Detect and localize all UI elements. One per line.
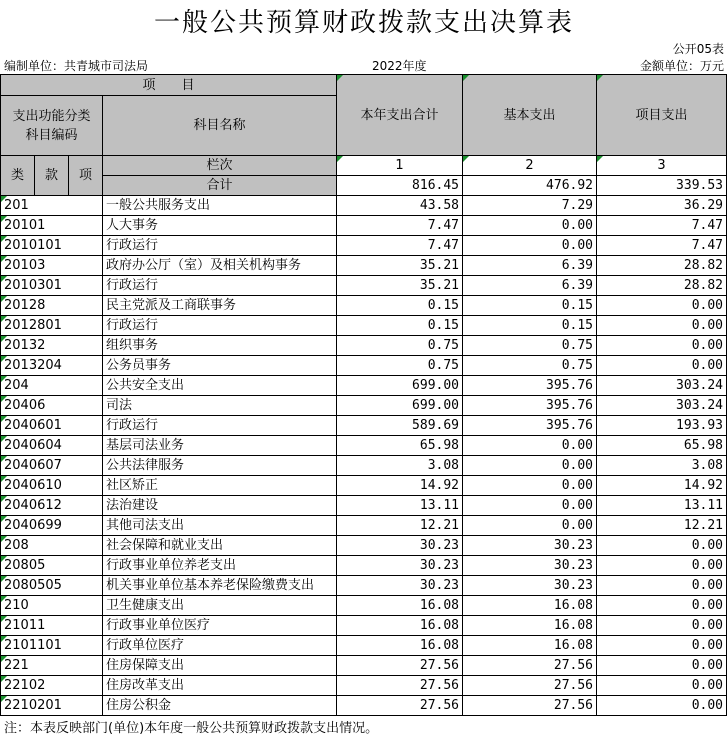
compiling-unit: 编制单位：共青城市司法局	[4, 59, 149, 73]
row-total: 589.69	[337, 416, 463, 436]
row-total: 35.21	[337, 256, 463, 276]
row-code: 2101101	[1, 636, 103, 656]
row-code: 2013204	[1, 356, 103, 376]
row-total: 0.15	[337, 296, 463, 316]
row-name: 社区矫正	[103, 476, 337, 496]
table-row	[1, 696, 727, 716]
row-project: 0.00	[597, 576, 727, 596]
row-basic: 0.00	[463, 516, 597, 536]
col-number-2: 2	[463, 156, 597, 176]
header-total: 本年支出合计	[337, 75, 463, 156]
row-name: 民主党派及工商联事务	[103, 296, 337, 316]
row-code: 208	[1, 536, 103, 556]
total-basic: 476.92	[463, 176, 597, 196]
row-project: 0.00	[597, 636, 727, 656]
row-project: 7.47	[597, 216, 727, 236]
table-row	[1, 536, 727, 556]
total-label: 合计	[103, 176, 337, 196]
table-row	[1, 636, 727, 656]
row-project: 28.82	[597, 276, 727, 296]
row-total: 699.00	[337, 376, 463, 396]
table-row	[1, 216, 727, 236]
form-number: 公开05表	[672, 42, 724, 56]
row-total: 7.47	[337, 236, 463, 256]
row-project: 0.00	[597, 656, 727, 676]
row-name: 其他司法支出	[103, 516, 337, 536]
row-total: 30.23	[337, 556, 463, 576]
row-basic: 0.00	[463, 496, 597, 516]
row-total: 65.98	[337, 436, 463, 456]
row-basic: 16.08	[463, 636, 597, 656]
row-project: 12.21	[597, 516, 727, 536]
row-basic: 30.23	[463, 536, 597, 556]
row-name: 行政运行	[103, 316, 337, 336]
row-name: 住房公积金	[103, 696, 337, 716]
row-name: 行政运行	[103, 276, 337, 296]
row-code: 20103	[1, 256, 103, 276]
table-row	[1, 456, 727, 476]
row-total: 3.08	[337, 456, 463, 476]
row-basic: 0.75	[463, 356, 597, 376]
row-code: 210	[1, 596, 103, 616]
col-number-3: 3	[597, 156, 727, 176]
table-row	[1, 336, 727, 356]
row-name: 政府办公厅（室）及相关机构事务	[103, 256, 337, 276]
row-name: 社会保障和就业支出	[103, 536, 337, 556]
row-project: 0.00	[597, 696, 727, 716]
row-basic: 6.39	[463, 256, 597, 276]
table-row	[1, 476, 727, 496]
table-row	[1, 276, 727, 296]
table-row	[1, 256, 727, 276]
header-lei: 类	[1, 156, 35, 196]
row-code: 20132	[1, 336, 103, 356]
row-code: 20128	[1, 296, 103, 316]
money-unit: 金额单位：万元	[639, 59, 724, 73]
row-total: 30.23	[337, 576, 463, 596]
row-project: 13.11	[597, 496, 727, 516]
row-name: 法治建设	[103, 496, 337, 516]
row-code: 20805	[1, 556, 103, 576]
row-code: 2012801	[1, 316, 103, 336]
row-code: 204	[1, 376, 103, 396]
row-basic: 7.29	[463, 196, 597, 216]
row-name: 司法	[103, 396, 337, 416]
row-basic: 0.00	[463, 456, 597, 476]
report-title: 一般公共预算财政拨款支出决算表	[153, 8, 574, 38]
table-row	[1, 556, 727, 576]
row-project: 0.00	[597, 616, 727, 636]
total-project: 339.53	[597, 176, 727, 196]
row-code: 2010301	[1, 276, 103, 296]
row-total: 14.92	[337, 476, 463, 496]
row-name: 基层司法业务	[103, 436, 337, 456]
row-total: 0.75	[337, 336, 463, 356]
row-basic: 6.39	[463, 276, 597, 296]
row-project: 36.29	[597, 196, 727, 216]
row-basic: 30.23	[463, 576, 597, 596]
row-name: 一般公共服务支出	[103, 196, 337, 216]
header-project: 项目支出	[597, 75, 727, 156]
row-total: 13.11	[337, 496, 463, 516]
row-code: 2040601	[1, 416, 103, 436]
table-row	[1, 416, 727, 436]
row-total: 7.47	[337, 216, 463, 236]
row-project: 0.00	[597, 536, 727, 556]
table-row	[1, 356, 727, 376]
row-project: 0.00	[597, 676, 727, 696]
table-row	[1, 236, 727, 256]
row-total: 16.08	[337, 596, 463, 616]
table-row	[1, 296, 727, 316]
row-project: 0.00	[597, 356, 727, 376]
row-project: 28.82	[597, 256, 727, 276]
row-project: 65.98	[597, 436, 727, 456]
row-code: 22102	[1, 676, 103, 696]
row-code: 20101	[1, 216, 103, 236]
row-project: 193.93	[597, 416, 727, 436]
row-code: 2040607	[1, 456, 103, 476]
row-basic: 0.00	[463, 436, 597, 456]
table-row	[1, 516, 727, 536]
row-total: 27.56	[337, 676, 463, 696]
row-code: 2010101	[1, 236, 103, 256]
row-basic: 0.00	[463, 236, 597, 256]
row-name: 机关事业单位基本养老保险缴费支出	[103, 576, 337, 596]
row-name: 行政单位医疗	[103, 636, 337, 656]
row-project: 303.24	[597, 376, 727, 396]
row-name: 住房保障支出	[103, 656, 337, 676]
table-row	[1, 596, 727, 616]
row-total: 27.56	[337, 696, 463, 716]
table-row	[1, 316, 727, 336]
row-name: 行政事业单位养老支出	[103, 556, 337, 576]
row-project: 3.08	[597, 456, 727, 476]
row-total: 12.21	[337, 516, 463, 536]
row-project: 0.00	[597, 596, 727, 616]
row-basic: 395.76	[463, 396, 597, 416]
header-xiang: 项	[69, 156, 103, 196]
table-note: 注：本表反映部门(单位)本年度一般公共预算财政拨款支出情况。	[4, 721, 379, 736]
header-item: 项 目	[1, 75, 337, 96]
col-number-1: 1	[337, 156, 463, 176]
table-row	[1, 676, 727, 696]
table-row	[1, 616, 727, 636]
header-name: 科目名称	[103, 96, 337, 156]
header-basic: 基本支出	[463, 75, 597, 156]
row-code: 20406	[1, 396, 103, 416]
row-total: 16.08	[337, 636, 463, 656]
header-code-group: 支出功能分类 科目编码	[1, 96, 103, 156]
row-basic: 395.76	[463, 416, 597, 436]
row-basic: 16.08	[463, 596, 597, 616]
row-total: 16.08	[337, 616, 463, 636]
table-row	[1, 496, 727, 516]
row-basic: 395.76	[463, 376, 597, 396]
row-basic: 27.56	[463, 696, 597, 716]
row-code: 2080505	[1, 576, 103, 596]
row-project: 0.00	[597, 556, 727, 576]
table-row	[1, 656, 727, 676]
header-kuan: 款	[35, 156, 69, 196]
row-name: 行政运行	[103, 236, 337, 256]
row-total: 43.58	[337, 196, 463, 216]
row-project: 0.00	[597, 316, 727, 336]
row-code: 2040610	[1, 476, 103, 496]
row-name: 行政运行	[103, 416, 337, 436]
row-project: 0.00	[597, 296, 727, 316]
row-total: 27.56	[337, 656, 463, 676]
row-basic: 30.23	[463, 556, 597, 576]
row-basic: 0.15	[463, 296, 597, 316]
row-name: 公共法律服务	[103, 456, 337, 476]
expenditure-table	[0, 74, 727, 716]
row-basic: 27.56	[463, 676, 597, 696]
row-code: 2210201	[1, 696, 103, 716]
row-basic: 0.15	[463, 316, 597, 336]
row-total: 0.75	[337, 356, 463, 376]
total-sum: 816.45	[337, 176, 463, 196]
row-basic: 0.75	[463, 336, 597, 356]
row-basic: 16.08	[463, 616, 597, 636]
row-code: 2040699	[1, 516, 103, 536]
row-code: 221	[1, 656, 103, 676]
row-project: 7.47	[597, 236, 727, 256]
row-code: 201	[1, 196, 103, 216]
row-project: 14.92	[597, 476, 727, 496]
row-name: 公共安全支出	[103, 376, 337, 396]
table-row	[1, 376, 727, 396]
table-row	[1, 576, 727, 596]
row-total: 35.21	[337, 276, 463, 296]
row-name: 人大事务	[103, 216, 337, 236]
row-code: 21011	[1, 616, 103, 636]
row-code: 2040612	[1, 496, 103, 516]
table-row	[1, 436, 727, 456]
row-code: 2040604	[1, 436, 103, 456]
table-row	[1, 196, 727, 216]
row-total: 699.00	[337, 396, 463, 416]
row-name: 组织事务	[103, 336, 337, 356]
row-name: 住房改革支出	[103, 676, 337, 696]
row-basic: 0.00	[463, 476, 597, 496]
row-project: 303.24	[597, 396, 727, 416]
table-row	[1, 396, 727, 416]
row-project: 0.00	[597, 336, 727, 356]
report-year: 2022年度	[372, 59, 427, 73]
row-name: 卫生健康支出	[103, 596, 337, 616]
row-total: 0.15	[337, 316, 463, 336]
row-total: 30.23	[337, 536, 463, 556]
row-basic: 0.00	[463, 216, 597, 236]
row-basic: 27.56	[463, 656, 597, 676]
row-name: 行政事业单位医疗	[103, 616, 337, 636]
header-lanci: 栏次	[103, 156, 337, 176]
row-name: 公务员事务	[103, 356, 337, 376]
